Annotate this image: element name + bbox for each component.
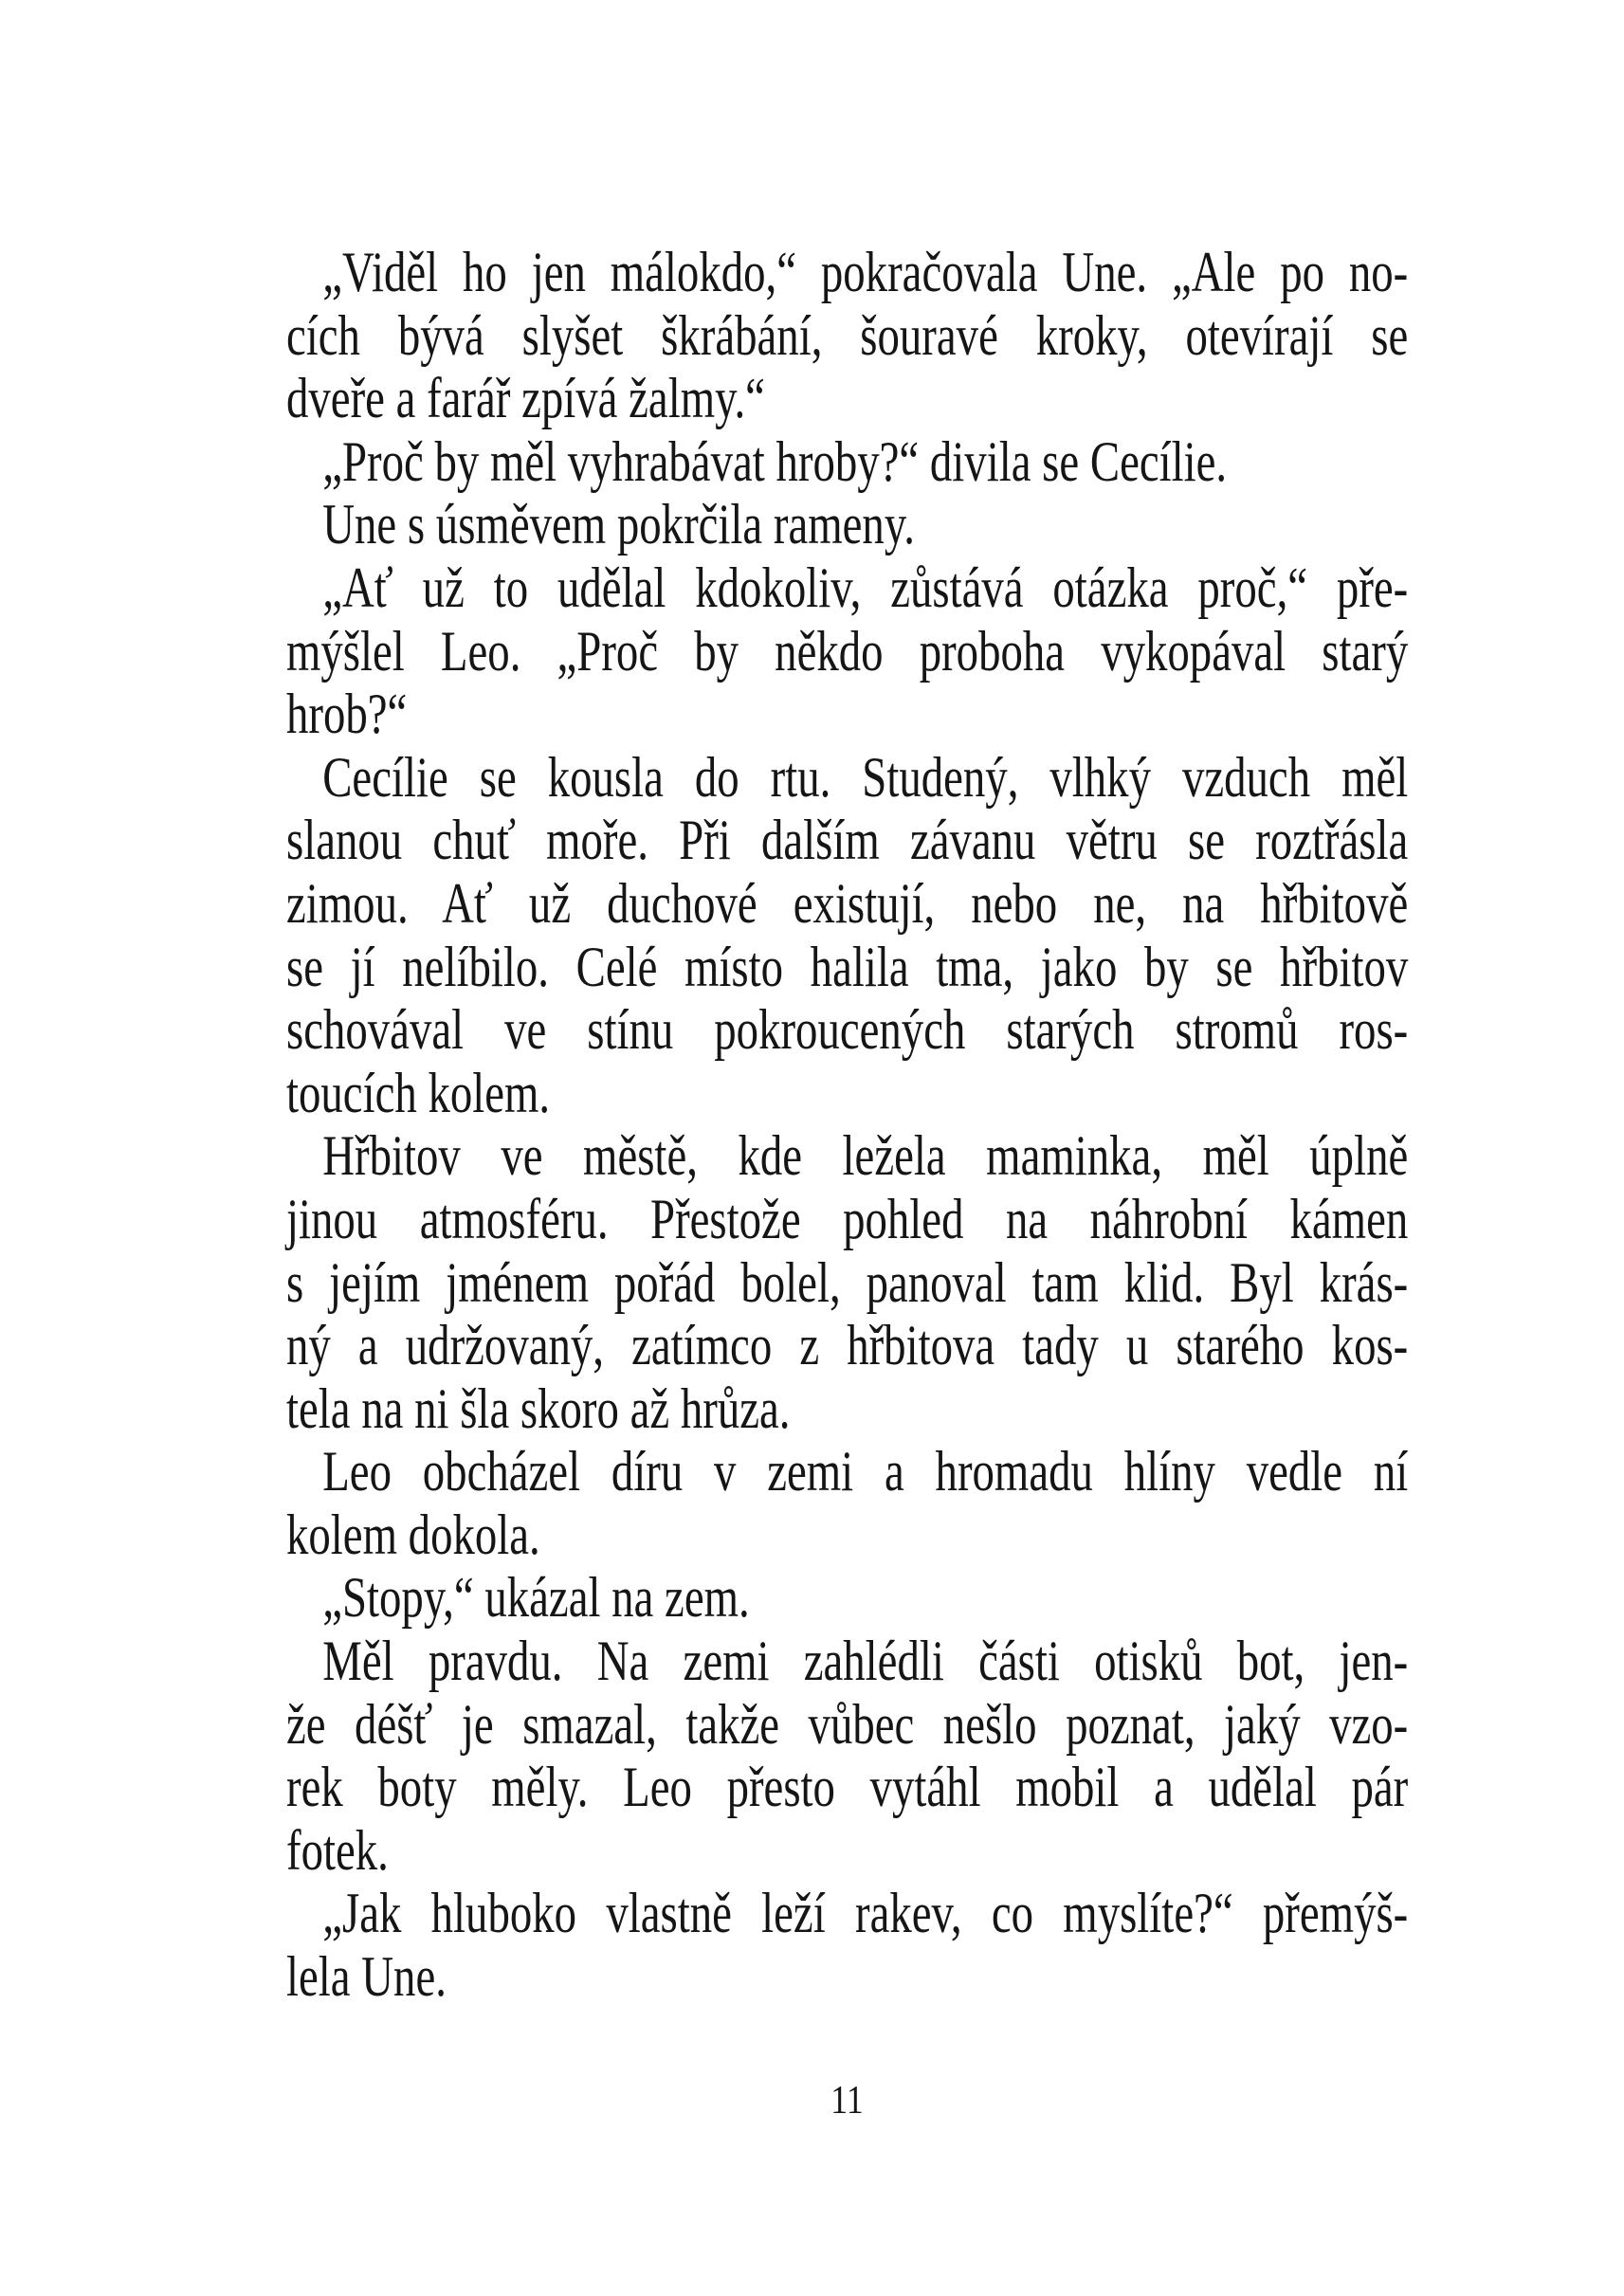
text-line: kolem dokola.: [286, 1503, 540, 1566]
text-line: „Stopy,“ ukázal na zem.: [322, 1566, 750, 1630]
text-line: cích bývá slyšet škrábání, šouravé kroky, otevírají se: [286, 303, 1409, 367]
text-line: hrob?“: [286, 683, 408, 746]
text-line: že déšť je smazal, takže vůbec nešlo poznat, jaký vzo-: [286, 1692, 1409, 1756]
text-line: s jejím jménem pořád bolel, panoval tam klid. Byl krás-: [286, 1250, 1409, 1314]
text-line: mýšlel Leo. „Proč by někdo proboha vykopával starý: [286, 619, 1409, 683]
text-line: Cecílie se kousla do rtu. Studený, vlhký vzduch měl: [322, 745, 1409, 809]
text-line: Une s úsměvem pokrčila rameny.: [322, 493, 915, 556]
text-line: lela Une.: [286, 1945, 447, 2009]
text-line: tela na ni šla skoro až hrůza.: [286, 1376, 791, 1440]
text-line: rek boty měly. Leo přesto vytáhl mobil a udělal pár: [286, 1756, 1409, 1819]
text-line: ný a udržovaný, zatímco z hřbitova tady u starého kos-: [286, 1314, 1409, 1377]
text-line: slanou chuť moře. Při dalším závanu větru se roztřásla: [286, 809, 1409, 872]
text-line: „Proč by měl vyhrabávat hroby?“ divila se Cecílie.: [322, 429, 1228, 493]
text-line: „Jak hluboko vlastně leží rakev, co myslíte?“ přemýš-: [322, 1882, 1409, 1945]
text-line: zimou. Ať už duchové existují, nebo ne, na hřbitově: [286, 871, 1409, 935]
text-line: dveře a farář zpívá žalmy.“: [286, 367, 765, 430]
text-line: Leo obcházel díru v zemi a hromadu hlíny vedle ní: [322, 1440, 1409, 1503]
text-line: jinou atmosféru. Přestože pohled na náhrobní kámen: [286, 1187, 1409, 1250]
text-line: „Viděl ho jen málokdo,“ pokračovala Une. „Ale po no-: [322, 241, 1409, 303]
text-line: toucích kolem.: [286, 1061, 551, 1124]
text-line: se jí nelíbilo. Celé místo halila tma, jako by se hřbitov: [286, 935, 1409, 998]
page-number: 11: [830, 2079, 864, 2123]
text-line: schovával ve stínu pokroucených starých stromů ros-: [286, 998, 1409, 1062]
text-line: Hřbitov ve městě, kde ležela maminka, měl úplně: [322, 1124, 1409, 1188]
text-line: Měl pravdu. Na zemi zahlédli části otisků bot, jen-: [322, 1630, 1409, 1693]
text-block: [286, 241, 1408, 2009]
text-line: „Ať už to udělal kdokoliv, zůstává otázka proč,“ pře-: [322, 556, 1409, 619]
text-line: fotek.: [286, 1818, 389, 1882]
